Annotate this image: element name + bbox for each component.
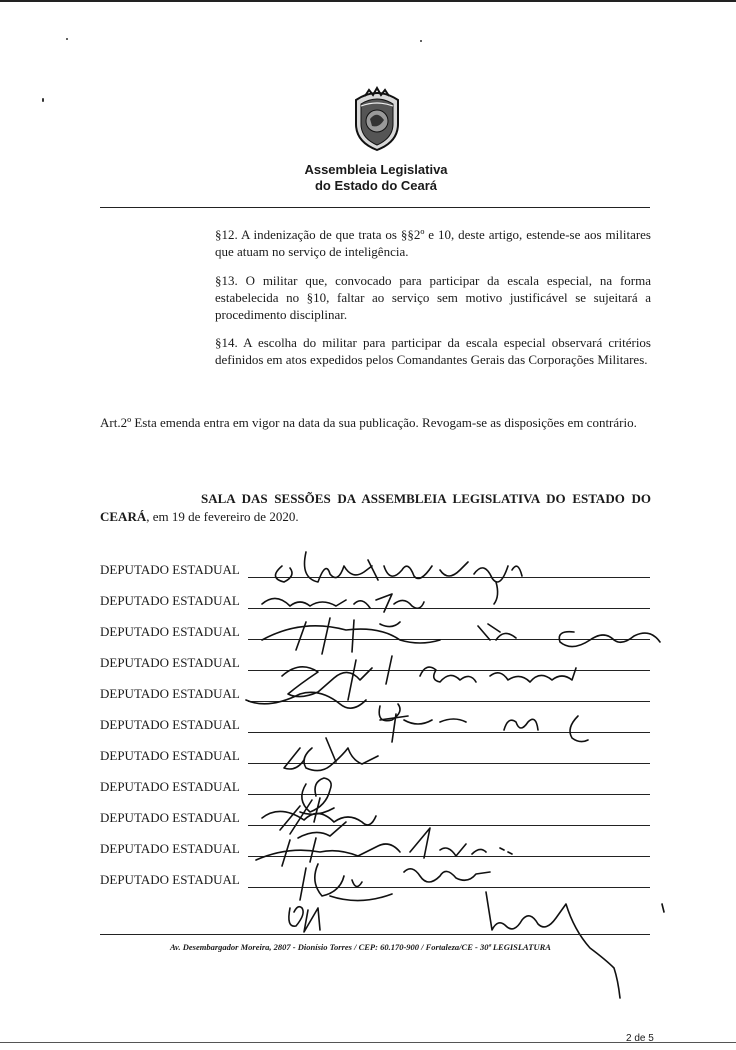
signature-line <box>248 670 650 671</box>
session-date: , em 19 de fevereiro de 2020. <box>146 509 299 524</box>
page-number: 2 de 5 <box>626 1033 654 1044</box>
signature-line <box>248 794 650 795</box>
signature-row <box>100 653 650 673</box>
signature-label: DEPUTADO ESTADUAL <box>100 872 240 887</box>
signature-line <box>248 825 650 826</box>
scan-speck <box>66 38 68 40</box>
signature-label: DEPUTADO ESTADUAL <box>100 779 240 794</box>
signature-row <box>100 715 650 735</box>
scan-speck <box>420 40 422 42</box>
signature-row <box>100 808 650 828</box>
paragraph-14: §14. A escolha do militar para participar da escala especial observará critérios definidos em atos expedidos pelos Comandantes Gerais das Corporações Militares. <box>215 335 651 367</box>
paragraph-13: §13. O militar que, convocado para participar da escala especial, na forma estabelecida no §10, faltar ao serviço sem motivo justificável se sujeitará a procedimento disciplinar. <box>215 273 651 322</box>
header-title <box>236 162 516 194</box>
signature-line <box>248 608 650 609</box>
signature-line <box>248 639 650 640</box>
signature-row <box>100 591 650 611</box>
signature-row <box>100 777 650 797</box>
signature-line <box>248 701 650 702</box>
signature-label: DEPUTADO ESTADUAL <box>100 655 240 670</box>
signature-row <box>100 839 650 859</box>
signature-row <box>100 622 650 642</box>
signature-row <box>100 684 650 704</box>
footer-divider <box>100 934 650 935</box>
header-line-2: do Estado do Ceará <box>314 178 438 193</box>
state-coat-of-arms-icon <box>348 86 406 152</box>
header-divider <box>100 207 650 208</box>
signature-row <box>100 870 650 890</box>
signature-line <box>248 763 650 764</box>
signature-line <box>248 577 650 578</box>
signature-label: DEPUTADO ESTADUAL <box>100 841 240 856</box>
signature-label: DEPUTADO ESTADUAL <box>100 717 240 732</box>
signature-row <box>100 560 650 580</box>
footer-address: Av. Desembargador Moreira, 2807 - Dionísio Torres / CEP: 60.170-900 / Fortaleza/CE - 30ª LEGISLATURA <box>170 942 551 952</box>
signature-label: DEPUTADO ESTADUAL <box>100 593 240 608</box>
signature-row <box>100 746 650 766</box>
signature-line <box>248 732 650 733</box>
scan-speck <box>42 98 44 102</box>
header-line-1: Assembleia Legislativa <box>304 162 448 177</box>
scan-top-edge <box>0 0 736 2</box>
signature-label: DEPUTADO ESTADUAL <box>100 810 240 825</box>
signature-label: DEPUTADO ESTADUAL <box>100 624 240 639</box>
signature-label: DEPUTADO ESTADUAL <box>100 748 240 763</box>
signature-line <box>248 856 650 857</box>
signature-label: DEPUTADO ESTADUAL <box>100 686 240 701</box>
paragraph-12: §12. A indenização de que trata os §§2º e 10, deste artigo, estende-se aos militares que atuam no serviço de inteligência. <box>215 227 651 259</box>
signature-line <box>248 887 650 888</box>
article-2: Art.2º Esta emenda entra em vigor na data da sua publicação. Revogam-se as disposições em contrário. <box>100 415 637 430</box>
signature-label: DEPUTADO ESTADUAL <box>100 562 240 577</box>
session-place: SALA DAS SESSÕES DA ASSEMBLEIA LEGISLATIVA DO ESTADO DO CEARÁ <box>100 491 651 524</box>
session-statement <box>100 490 651 526</box>
